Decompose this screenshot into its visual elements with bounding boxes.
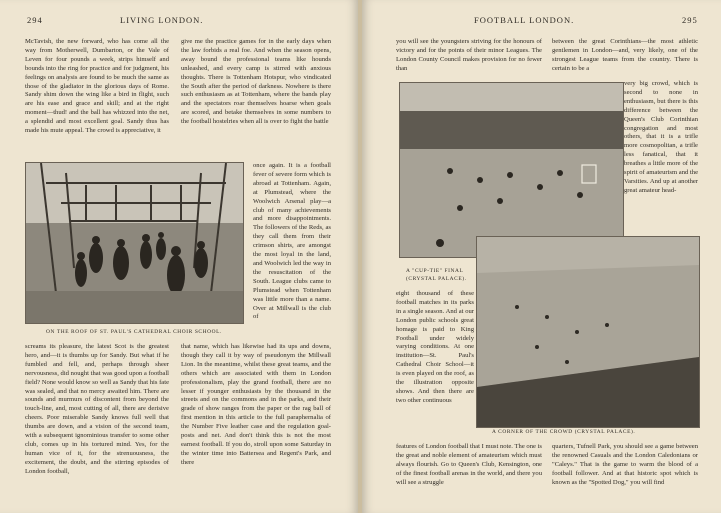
figure-caption: A "CUP-TIE" FINAL [406,268,464,274]
text-column [396,443,542,503]
figure-caption: (CRYSTAL PALACE). [406,276,467,282]
page-number: 295 [682,15,698,25]
text-column-narrow [396,290,474,438]
text-column [181,343,331,501]
photo-roof-football [25,162,244,324]
photo-cup-tie-final [399,82,624,258]
running-head: LIVING LONDON. [120,15,204,25]
running-head: FOOTBALL LONDON. [474,15,575,25]
text-column [25,38,169,161]
paragraph: McTavish, the new forward, who has come all the way from Motherwell, Dumbarton, or the Vale of Leven for four pounds a week, strips himself and bounds into the ring for practice and for judgment, his feelings on analysis are found to be much the same as those of the gladiator in the glorious days of Rome. Sandy shim down the wing like a bird in flight, such are his ease and grace and skill; and at the right moment—thud! and the ball has whizzed into the net, a splendid and most excellent goal. Sandy thus has made his mute appeal. The crowd is appreciative, it [25,38,169,135]
left-page [0,0,358,513]
paragraph: very big crowd, which is second to none in enthusiasm, but there is this difference between the Queen's Club Corinthian congregation and most others, that it is a trifle more cosmopolitan, a trifle less fanatical, that it breathes a little more of the spirit of amateurism and the Varsities. And up at another great amateur head- [624,80,698,194]
photo-crowd-corner [476,236,700,428]
text-column [25,343,169,501]
paragraph: once again. It is a football fever of severe form which is abroad at Tottenham. Again, at Plumstead, where the Woolwich Arsenal play—a club of many achievements and more disappointments. The followers of the Reds, as they call them from their crimson shirts, are amongst the most loyal in the land, and Woolwich led the way in the resuscitation of the South. League clubs came to Plumstead when Tottenham was little more than a name. Over at Millwall is the club of [253,162,331,321]
text-column-narrow [253,162,331,340]
paragraph: screams its pleasure, the latest Scot is the greatest hero, and—it is thumbs up for Sandy. But what if he fumbled and fell, and, perhaps through sheer nervousness, did nought that was good upon a football field? None would know so well as Sandy that his fate was sealed, and that no mercy awaited him. There are sounds and murmurs of discontent from beyond the touch-line, and, most cutting of all, there are derisive cheers. Poor miserable Sandy knows full well that thumbs are down, and a vision of the second team, with a subsequent ignominious transfer to some other club, comes up in his tortured mind. Yes, for the human vice of it, for the strenuousness, the excitement, the doubt, and the stirring episodes of London football, [25,343,169,475]
paragraph: eight thousand of these football matches in its parks in a single season. And at our London public schools great homage is paid to King Football under widely varying conditions. At one institution—St. Paul's Cathedral Choir School—it is even played on the roof, as the illustration opposite shows. And then there are two other continuous [396,290,474,404]
text-column [552,443,698,503]
page-number: 294 [27,15,43,25]
text-column [181,38,331,161]
text-column-narrow [624,80,698,234]
paragraph: quarters, Tufnell Park, you should see a game between the renowned Casuals and the London Caledonians or "Caleys." That is the game to warm the blood of a football follower. And at that historic spot which is known as the "Spotted Dog," you will find [552,443,698,486]
paragraph: give me the practice games for in the early days when the law forbids a real foe. And when the season opens, away bound the professional teams like hounds unleashed, and every camp is stirred with anxious thoughts. There is Tottenham Hotspur, who vindicated the South after the period of darkness. Nowhere is there such enthusiasm as at Tottenham, where the bands play and the spectators roar themselves hoarse when goals are scored, and betake themselves in some numbers to the football hostelries when all is over to fight the battle [181,38,331,126]
paragraph: you will see the youngsters striving for the honours of victory and for the points of their minor Leagues. The London County Council makes provision for no fewer than [396,38,542,72]
photo-image [26,163,243,323]
paragraph: between the great Corinthians—the most athletic gentlemen in London—and, very likely, one of the strongest League teams from the country. There is certain to be a [552,38,698,72]
figure-caption: ON THE ROOF OF ST. PAUL'S CATHEDRAL CHOIR SCHOOL. [46,329,222,335]
text-column [552,38,698,78]
text-column [396,38,542,78]
figure-caption: A CORNER OF THE CROWD (CRYSTAL PALACE). [492,429,636,435]
photo-image [477,237,699,427]
photo-image [400,83,623,257]
right-page [362,0,721,513]
paragraph: that name, which has likewise had its ups and downs, though they call it by way of pseudonym the Millwall Lion. In the meantime, whilst these great teams, and the others which are associated with them in London professionalism, play the grand football, there are no lesser if younger enthusiasts by the thousand in the streets and on the commons and in the parks, and their grade of show ranges from the paper or the rag ball of first mention in this article to the full paraphernalia of the Number Five leather case and the regulation goal-posts and net. And don't think this is not the most earnest football. If you do, stroll upon some Saturday in the winter time into Battersea and Regent's Park, and there [181,343,331,466]
paragraph: features of London football that I must note. The one is the great and noble element of amateurism which must always flourish. Go to Queen's Club, Kensington, one of the finest football arenas in the world, and there you will see a struggle [396,443,542,486]
